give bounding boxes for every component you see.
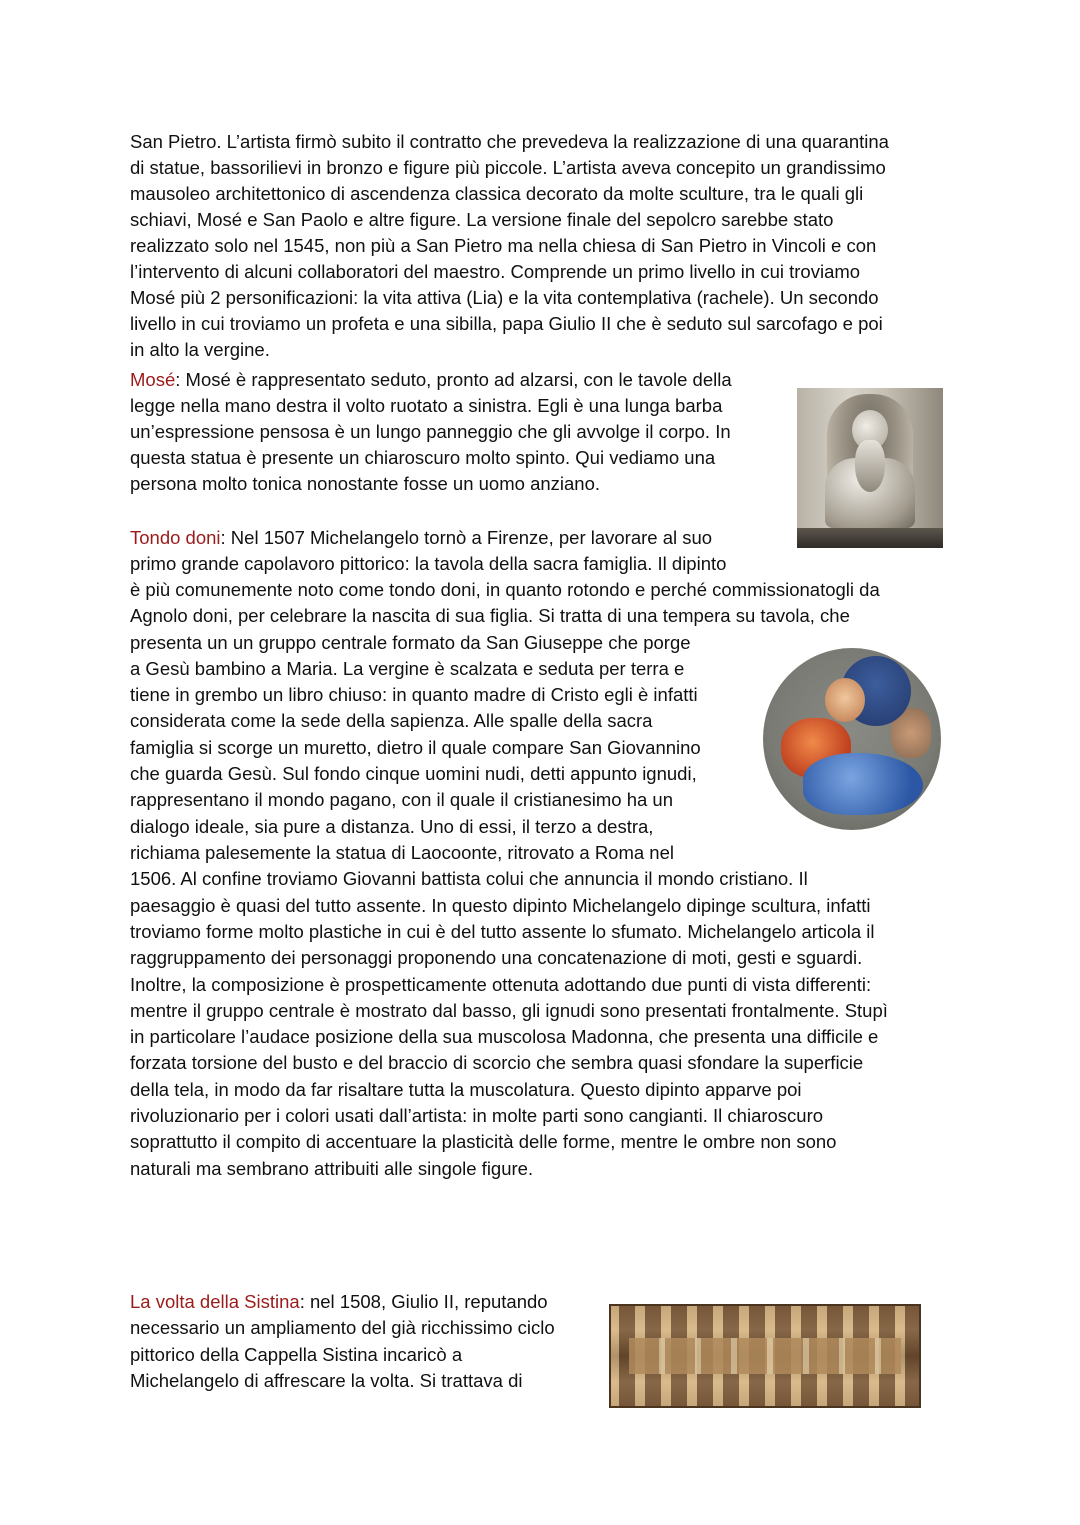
- text-line: in particolare l’audace posizione della sua muscolosa Madonna, che presenta una difficile e: [130, 1026, 879, 1047]
- text-line: un’espressione pensosa è un lungo panneggio che gli avvolge il corpo. In: [130, 421, 731, 442]
- text-line: è più comunemente noto come tondo doni, in quanto rotondo e perché commissionatogli da: [130, 579, 880, 600]
- text-line: richiama palesemente la statua di Laocoonte, ritrovato a Roma nel: [130, 842, 674, 863]
- text-line: Michelangelo di affrescare la volta. Si trattava di: [130, 1370, 523, 1391]
- text-line: rappresentano il mondo pagano, con il quale il cristianesimo ha un: [130, 789, 674, 810]
- text-line: legge nella mano destra il volto ruotato a sinistra. Egli è una lunga barba: [130, 395, 723, 416]
- text-line: questa statua è presente un chiaroscuro molto spinto. Qui vediamo una: [130, 447, 716, 468]
- text-line: Mosé più 2 personificazioni: la vita attiva (Lia) e la vita contemplativa (rachele). Un secondo: [130, 287, 879, 308]
- text-line: persona molto tonica nonostante fosse un uomo anziano.: [130, 473, 601, 494]
- section-heading-mose: Mosé: [130, 369, 176, 390]
- text-line: [130, 1289, 548, 1315]
- text-line: necessario un ampliamento del già ricchissimo ciclo: [130, 1317, 555, 1338]
- text-fragment: : Mosé è rappresentato seduto, pronto ad alzarsi, con le tavole della: [175, 369, 732, 390]
- text-line: della tela, in modo da far risaltare tutta la muscolatura. Questo dipinto apparve poi: [130, 1079, 802, 1100]
- text-line: pittorico della Cappella Sistina incaricò a: [130, 1344, 463, 1365]
- text-line: [130, 367, 732, 393]
- text-line: a Gesù bambino a Maria. La vergine è scalzata e seduta per terra e: [130, 658, 685, 679]
- sistine-ceiling-image: [609, 1304, 921, 1408]
- text-line: forzata torsione del busto e del braccio di scorcio che sembra quasi sfondare la superficie: [130, 1052, 864, 1073]
- text-line: di statue, bassorilievi in bronzo e figure più piccole. L’artista aveva concepito un grandissimo: [130, 157, 886, 178]
- text-line: mausoleo architettonico di ascendenza classica decorato da molte sculture, tra le quali gli: [130, 183, 864, 204]
- section-heading-volta-sistina: La volta della Sistina: [130, 1291, 300, 1312]
- text-line: primo grande capolavoro pittorico: la tavola della sacra famiglia. Il dipinto: [130, 553, 727, 574]
- text-line: paesaggio è quasi del tutto assente. In questo dipinto Michelangelo dipinge scultura, infatti: [130, 895, 871, 916]
- text-line: dialogo ideale, sia pure a distanza. Uno di essi, il terzo a destra,: [130, 816, 654, 837]
- text-line: considerata come la sede della sapienza. Alle spalle della sacra: [130, 710, 653, 731]
- text-line: rivoluzionario per i colori usati dall’artista: in molte parti sono cangianti. Il chiaroscuro: [130, 1105, 824, 1126]
- text-line: tiene in grembo un libro chiuso: in quanto madre di Cristo egli è infatti: [130, 684, 698, 705]
- text-line: troviamo forme molto plastiche in cui è del tutto assente lo sfumato. Michelangelo articola il: [130, 921, 875, 942]
- text-line: naturali ma sembrano attribuiti alle singole figure.: [130, 1158, 534, 1179]
- text-line: [130, 525, 712, 551]
- text-line: San Pietro. L’artista firmò subito il contratto che prevedeva la realizzazione di una quarantina: [130, 131, 889, 152]
- text-line: in alto la vergine.: [130, 339, 270, 360]
- text-line: presenta un un gruppo centrale formato da San Giuseppe che porge: [130, 632, 691, 653]
- text-line: schiavi, Mosé e San Paolo e altre figure. La versione finale del sepolcro sarebbe stato: [130, 209, 834, 230]
- text-line: 1506. Al confine troviamo Giovanni battista colui che annuncia il mondo cristiano. Il: [130, 868, 808, 889]
- section-heading-tondo-doni: Tondo doni: [130, 527, 221, 548]
- text-line: livello in cui troviamo un profeta e una sibilla, papa Giulio II che è seduto sul sarcofago e poi: [130, 313, 883, 334]
- text-fragment: : nel 1508, Giulio II, reputando: [299, 1291, 548, 1312]
- text-line: realizzato solo nel 1545, non più a San Pietro ma nella chiesa di San Pietro in Vincoli e con: [130, 235, 877, 256]
- text-line: Agnolo doni, per celebrare la nascita di sua figlia. Si tratta di una tempera su tavola, che: [130, 605, 850, 626]
- text-fragment: : Nel 1507 Michelangelo tornò a Firenze, per lavorare al suo: [220, 527, 713, 548]
- text-line: mentre il gruppo centrale è mostrato dal basso, gli ignudi sono presentati frontalmente. Stupì: [130, 1000, 888, 1021]
- text-line: l’intervento di alcuni collaboratori del maestro. Comprende un primo livello in cui troviamo: [130, 261, 861, 282]
- mose-statue-image: [797, 388, 943, 548]
- text-line: che guarda Gesù. Sul fondo cinque uomini nudi, detti appunto ignudi,: [130, 763, 697, 784]
- text-line: raggruppamento dei personaggi proponendo una concatenazione di moti, gesti e sguardi.: [130, 947, 863, 968]
- text-line: Inoltre, la composizione è prospetticamente ottenuta adottando due punti di vista differenti:: [130, 974, 872, 995]
- text-line: famiglia si scorge un muretto, dietro il quale compare San Giovannino: [130, 737, 701, 758]
- tondo-doni-image: [763, 648, 941, 830]
- text-line: soprattutto il compito di accentuare la plasticità delle forme, mentre le ombre non sono: [130, 1131, 837, 1152]
